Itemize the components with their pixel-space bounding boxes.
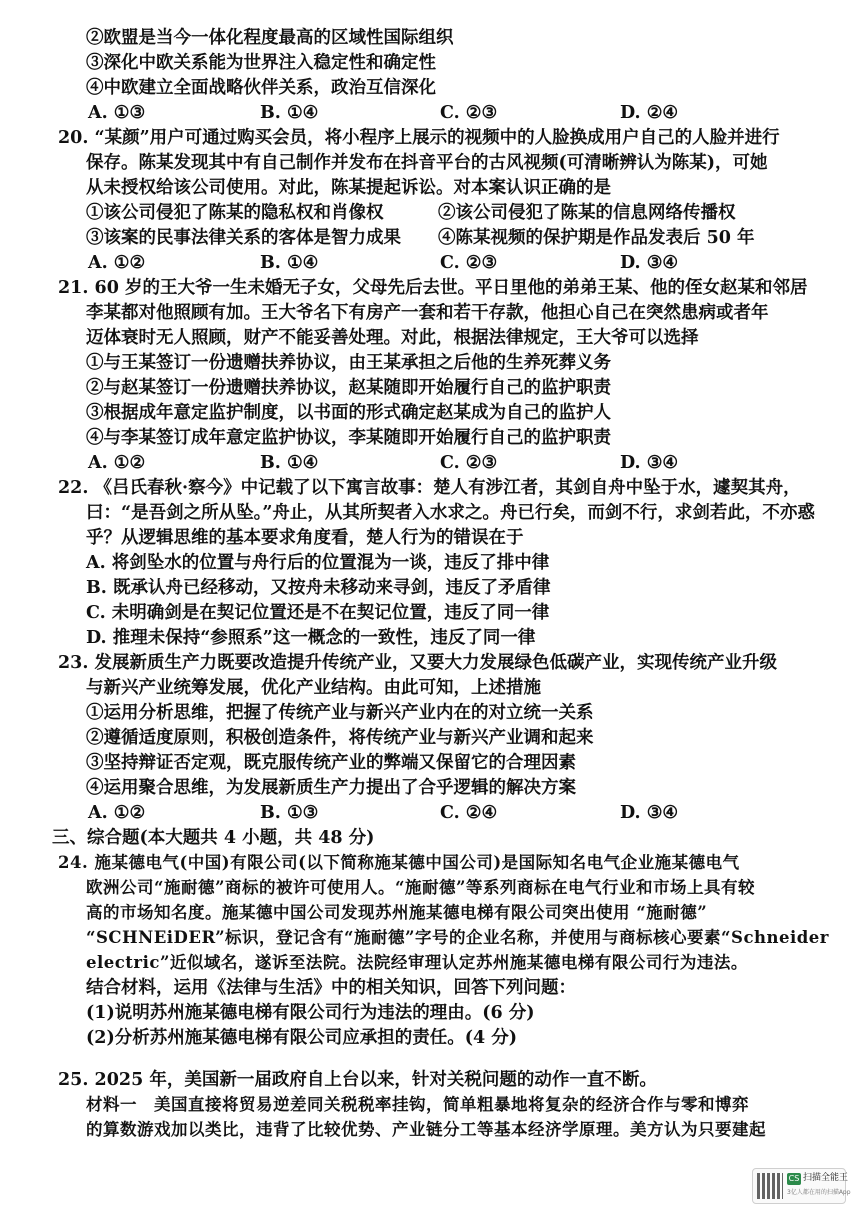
q24-stem-line: “SCHNEiDER”标识，登记含有“施耐德”字号的企业名称，并使用与商标核心要素“Schneider	[86, 928, 829, 947]
q20-item-1: ①该公司侵犯了陈某的隐私权和肖像权	[86, 203, 384, 223]
section-heading: 三、综合题(本大题共 4 小题，共 48 分)	[52, 828, 375, 848]
q21-item-2: ②与赵某签订一份遗赠扶养协议，赵某随即开始履行自己的监护职责	[86, 378, 611, 398]
scanner-watermark	[752, 1168, 851, 1204]
q21-stem-line: 21. 60 岁的王大爷一生未婚无子女，父母先后去世。平日里他的弟弟王某、他的侄女赵某和邻居	[58, 278, 808, 298]
option-a: A. ①②	[88, 253, 146, 273]
q22-option-b: B. 既承认舟已经移动，又按舟未移动来寻剑，违反了矛盾律	[86, 578, 551, 598]
q21-item-1: ①与王某签订一份遗赠扶养协议，由王某承担之后他的生养死葬义务	[86, 353, 611, 373]
option-d: D. ②④	[620, 103, 679, 123]
q20-item-3: ③该案的民事法律关系的客体是智力成果	[86, 228, 401, 248]
q21-stem-line: 迈体衰时无人照顾，财产不能妥善处理。对此，根据法律规定，王大爷可以选择	[86, 328, 699, 348]
q25-material-line: 材料一 美国直接将贸易逆差同关税税率挂钩，简单粗暴地将复杂的经济合作与零和博弈	[86, 1095, 749, 1114]
q25-stem: 25. 2025 年，美国新一届政府自上台以来，针对关税问题的动作一直不断。	[58, 1070, 657, 1090]
q20-item-2: ②该公司侵犯了陈某的信息网络传播权	[438, 203, 736, 223]
q23-stem-line: 23. 发展新质生产力既要改造提升传统产业，又要大力发展绿色低碳产业，实现传统产业升级	[58, 653, 778, 673]
q21-item-4: ④与李某签订成年意定监护协议，李某随即开始履行自己的监护职责	[86, 428, 611, 448]
option-b: B. ①④	[260, 253, 319, 273]
q24-stem-line: 24. 施某德电气(中国)有限公司(以下简称施某德中国公司)是国际知名电气企业施某德电气	[58, 853, 740, 872]
q22-stem-line: 22. 《吕氏春秋·察今》中记载了以下寓言故事：楚人有涉江者，其剑自舟中坠于水，遽契其舟，	[58, 478, 801, 498]
q22-option-d: D. 推理未保持“参照系”这一概念的一致性，违反了同一律	[86, 628, 536, 648]
option-d: D. ③④	[620, 803, 679, 823]
q20-item-4: ④陈某视频的保护期是作品发表后 50 年	[438, 228, 755, 248]
option-a: A. ①③	[88, 103, 146, 123]
q23-stem-line: 与新兴产业统筹发展，优化产业结构。由此可知，上述措施	[86, 678, 541, 698]
q22-stem-line: 曰：“是吾剑之所从坠。”舟止，从其所契者入水求之。舟已行矣，而剑不行，求剑若此，不亦惑	[86, 503, 815, 523]
option-c: C. ②③	[440, 103, 498, 123]
q22-option-c: C. 未明确剑是在契记位置还是不在契记位置，违反了同一律	[86, 603, 550, 623]
q23-item-2: ②遵循适度原则，积极创造条件，将传统产业与新兴产业调和起来	[86, 728, 594, 748]
q19-item-3: ③深化中欧关系能为世界注入稳定性和确定性	[86, 53, 436, 73]
q23-item-1: ①运用分析思维，把握了传统产业与新兴产业内在的对立统一关系	[86, 703, 594, 723]
option-a: A. ①②	[88, 453, 146, 473]
q21-item-3: ③根据成年意定监护制度，以书面的形式确定赵某成为自己的监护人	[86, 403, 611, 423]
q23-item-3: ③坚持辩证否定观，既克服传统产业的弊端又保留它的合理因素	[86, 753, 576, 773]
q21-stem-line: 李某都对他照顾有加。王大爷名下有房产一套和若干存款，他担心自己在突然患病或者年	[86, 303, 769, 323]
q22-stem-line: 乎？从逻辑思维的基本要求角度看，楚人行为的错误在于	[86, 528, 524, 548]
scanner-title: 扫描全能王	[803, 1173, 849, 1183]
q24-stem-line: 高的市场知名度。施某德中国公司发现苏州施某德电梯有限公司突出使用 “施耐德”	[86, 903, 708, 922]
option-c: C. ②③	[440, 453, 498, 473]
q23-item-4: ④运用聚合思维，为发展新质生产力提出了合乎逻辑的解决方案	[86, 778, 576, 798]
q25-material-line: 的算数游戏加以类比，违背了比较优势、产业链分工等基本经济学原理。美方认为只要建起	[86, 1120, 766, 1139]
q24-stem-line: electric”近似域名，遂诉至法院。法院经审理认定苏州施某德电梯有限公司行为违法。	[86, 953, 748, 972]
option-c: C. ②③	[440, 253, 498, 273]
q19-item-2: ②欧盟是当今一体化程度最高的区域性国际组织	[86, 28, 454, 48]
q20-stem-line: 20. “某颜”用户可通过购买会员，将小程序上展示的视频中的人脸换成用户自己的人脸并进行	[58, 128, 780, 148]
camscanner-logo-icon: CS	[788, 1174, 800, 1183]
option-b: B. ①④	[260, 453, 319, 473]
option-c: C. ②④	[440, 803, 498, 823]
q20-stem-line: 保存。陈某发现其中有自己制作并发布在抖音平台的古风视频(可清晰辨认为陈某)，可她	[86, 153, 768, 173]
q20-stem-line: 从未授权给该公司使用。对此，陈某提起诉讼。对本案认识正确的是	[86, 178, 611, 198]
q24-sub-2: (2)分析苏州施某德电梯有限公司应承担的责任。(4 分)	[86, 1028, 518, 1048]
option-b: B. ①③	[260, 803, 319, 823]
qr-code-icon	[757, 1173, 783, 1199]
option-b: B. ①④	[260, 103, 319, 123]
q22-option-a: A. 将剑坠水的位置与舟行后的位置混为一谈，违反了排中律	[86, 553, 550, 573]
q24-prompt: 结合材料，运用《法律与生活》中的相关知识，回答下列问题：	[86, 978, 576, 998]
option-d: D. ③④	[620, 253, 679, 273]
q19-item-4: ④中欧建立全面战略伙伴关系，政治互信深化	[86, 78, 436, 98]
option-d: D. ③④	[620, 453, 679, 473]
option-a: A. ①②	[88, 803, 146, 823]
q24-stem-line: 欧洲公司“施耐德”商标的被许可使用人。“施耐德”等系列商标在电气行业和市场上具有较	[86, 878, 755, 897]
scanner-subtitle: 3亿人都在用的扫描App	[787, 1189, 851, 1196]
q24-sub-1: (1)说明苏州施某德电梯有限公司行为违法的理由。(6 分)	[86, 1003, 535, 1023]
